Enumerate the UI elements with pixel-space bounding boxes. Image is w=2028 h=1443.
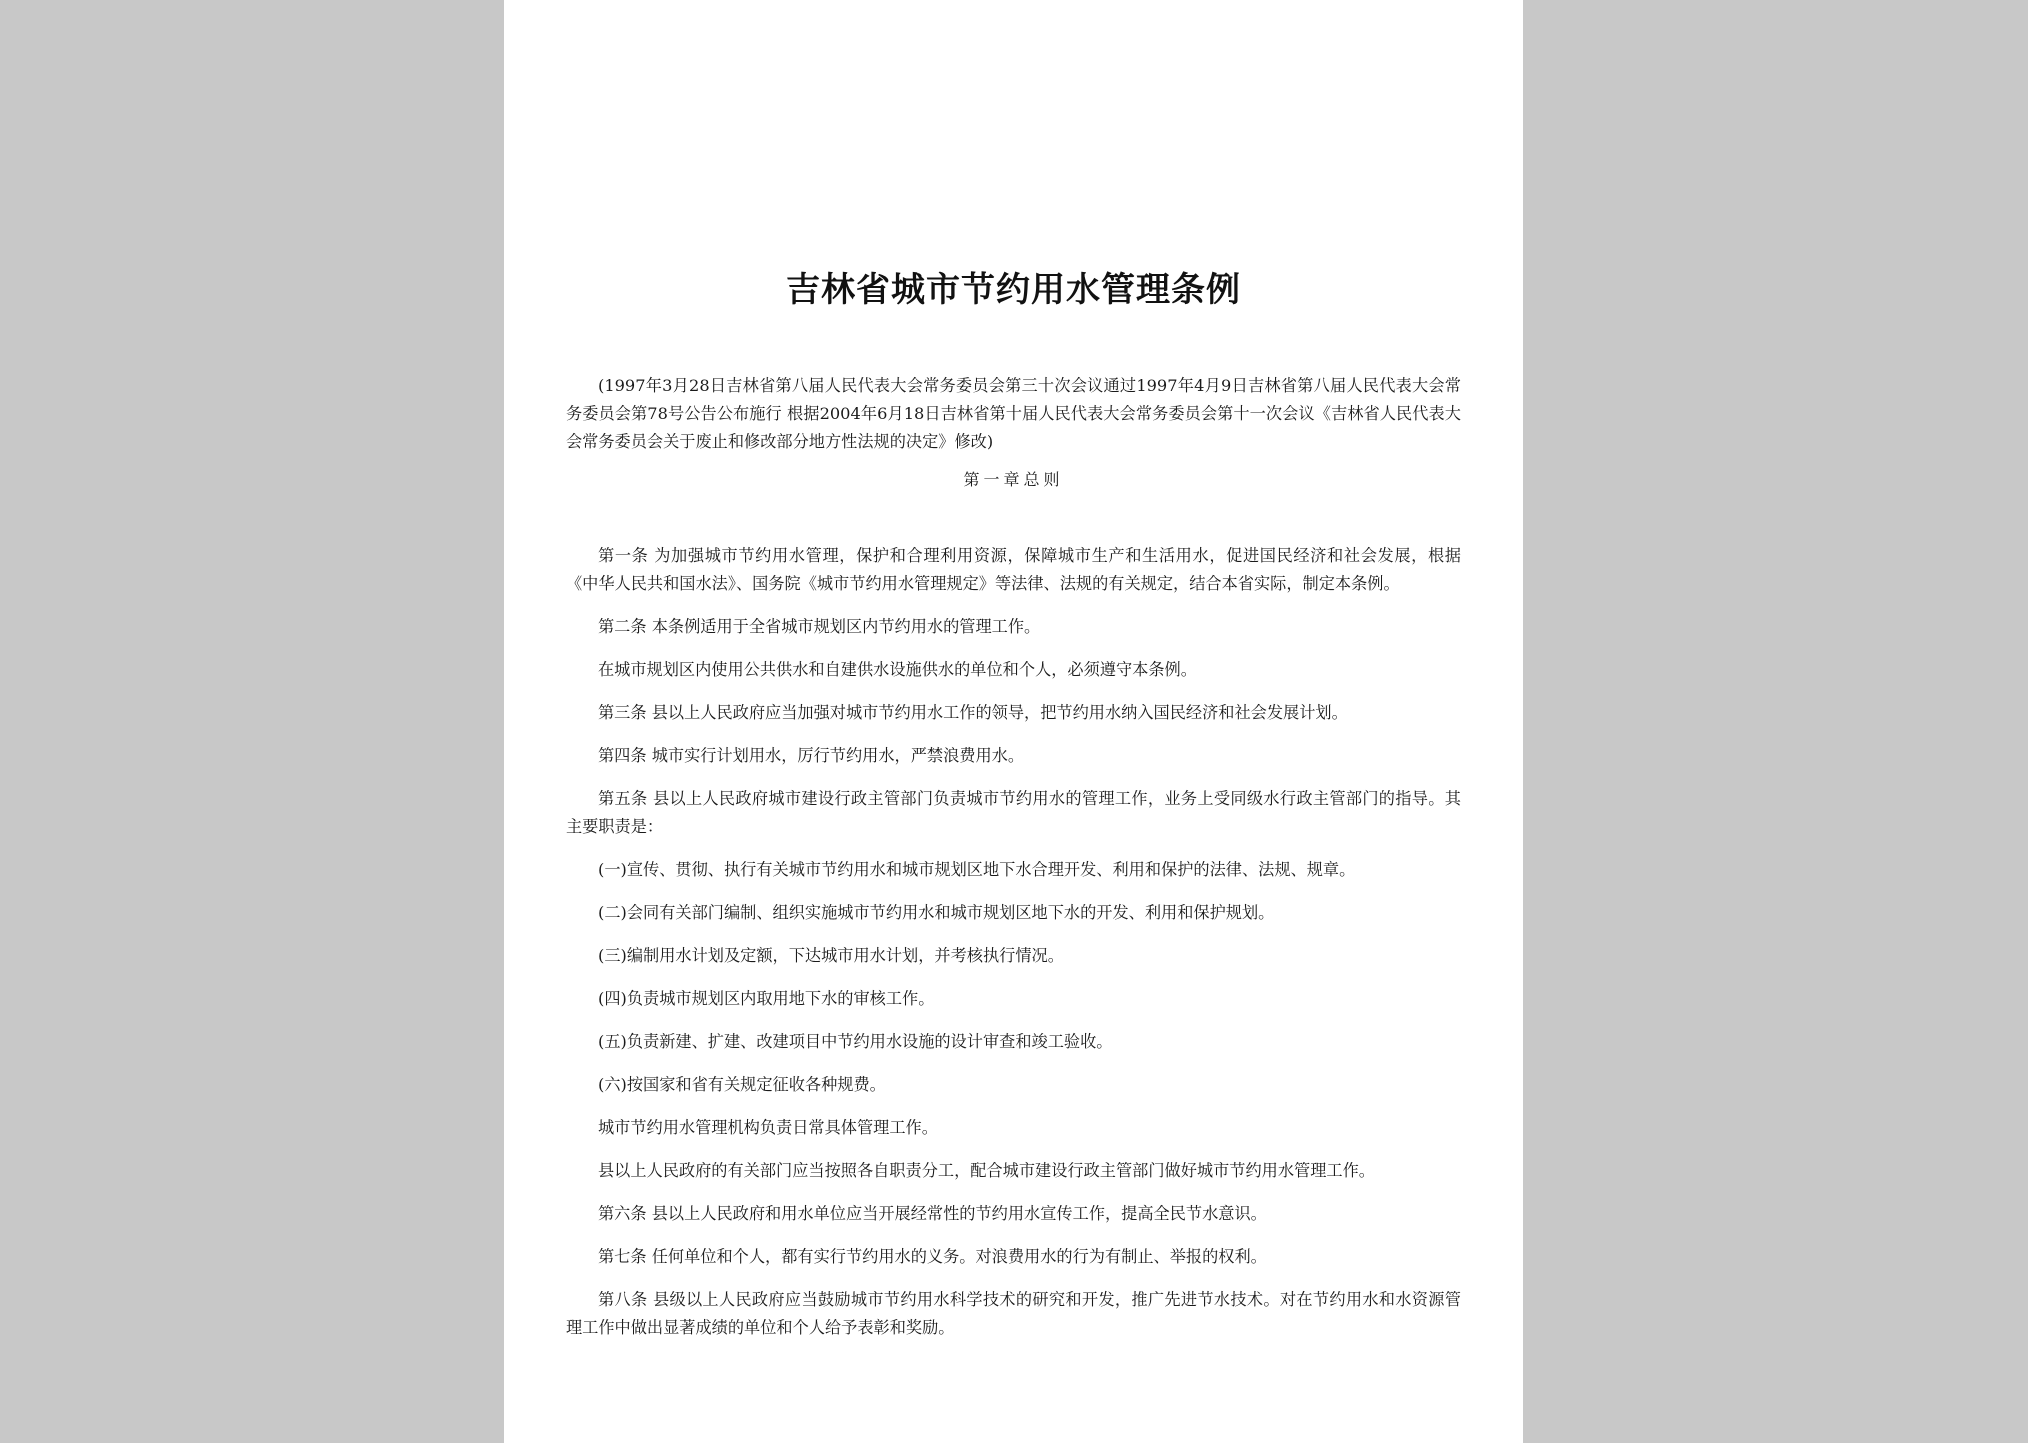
duty-item: (六)按国家和省有关规定征收各种规费。 <box>598 1075 886 1094</box>
document-title: 吉林省城市节约用水管理条例 <box>786 270 1241 310</box>
article-paragraph: 第七条 任何单位和个人，都有实行节约用水的义务。对浪费用水的行为有制止、举报的权利。 <box>598 1247 1267 1266</box>
duty-item: (一)宣传、贯彻、执行有关城市节约用水和城市规划区地下水合理开发、利用和保护的法律、法规、规章。 <box>598 860 1356 879</box>
duty-item: (三)编制用水计划及定额，下达城市用水计划，并考核执行情况。 <box>598 946 1064 965</box>
duty-item: (二)会同有关部门编制、组织实施城市节约用水和城市规划区地下水的开发、利用和保护规划。 <box>598 903 1275 922</box>
duty-item: (五)负责新建、扩建、改建项目中节约用水设施的设计审查和竣工验收。 <box>598 1032 1113 1051</box>
chapter-heading: 第一章总则 <box>963 470 1064 489</box>
article-paragraph: 在城市规划区内使用公共供水和自建供水设施供水的单位和个人，必须遵守本条例。 <box>598 660 1197 679</box>
article-paragraph: 第三条 县以上人民政府应当加强对城市节约用水工作的领导，把节约用水纳入国民经济和社会发展计划。 <box>598 703 1348 722</box>
article-paragraph: 第八条 县级以上人民政府应当鼓励城市节约用水科学技术的研究和开发，推广先进节水技术。对在节约用水和水资源管理工作中做出显著成绩的单位和个人给予表彰和奖励。 <box>566 1290 1461 1337</box>
article-paragraph: 第一条 为加强城市节约用水管理，保护和合理利用资源，保障城市生产和生活用水，促进国民经济和社会发展，根据《中华人民共和国水法》、国务院《城市节约用水管理规定》等法律、法规的有关规定，结合本省实际，制定本条例。 <box>566 546 1461 593</box>
article-paragraph: 城市节约用水管理机构负责日常具体管理工作。 <box>598 1118 938 1137</box>
article-paragraph: 第六条 县以上人民政府和用水单位应当开展经常性的节约用水宣传工作，提高全民节水意识。 <box>598 1204 1267 1223</box>
article-paragraph: 第二条 本条例适用于全省城市规划区内节约用水的管理工作。 <box>598 617 1041 636</box>
document-page <box>504 0 1523 1443</box>
duty-item: (四)负责城市规划区内取用地下水的审核工作。 <box>598 989 935 1008</box>
article-paragraph: 县以上人民政府的有关部门应当按照各自职责分工，配合城市建设行政主管部门做好城市节约用水管理工作。 <box>598 1161 1375 1180</box>
document-body <box>566 372 1461 1357</box>
preamble-note: (1997年3月28日吉林省第八届人民代表大会常务委员会第三十次会议通过1997年4月9日吉林省第八届人民代表大会常务委员会第78号公告公布施行 根据2004年6月18日吉林省第十届人民代表大会常务委员会第十一次会议《吉林省人民代表大会常务委员会关于废止和修改部分地方性法规的决定》修改) <box>566 376 1461 451</box>
article-paragraph: 第五条 县以上人民政府城市建设行政主管部门负责城市节约用水的管理工作，业务上受同级水行政主管部门的指导。其主要职责是： <box>566 789 1461 836</box>
article-paragraph: 第四条 城市实行计划用水，厉行节约用水，严禁浪费用水。 <box>598 746 1025 765</box>
